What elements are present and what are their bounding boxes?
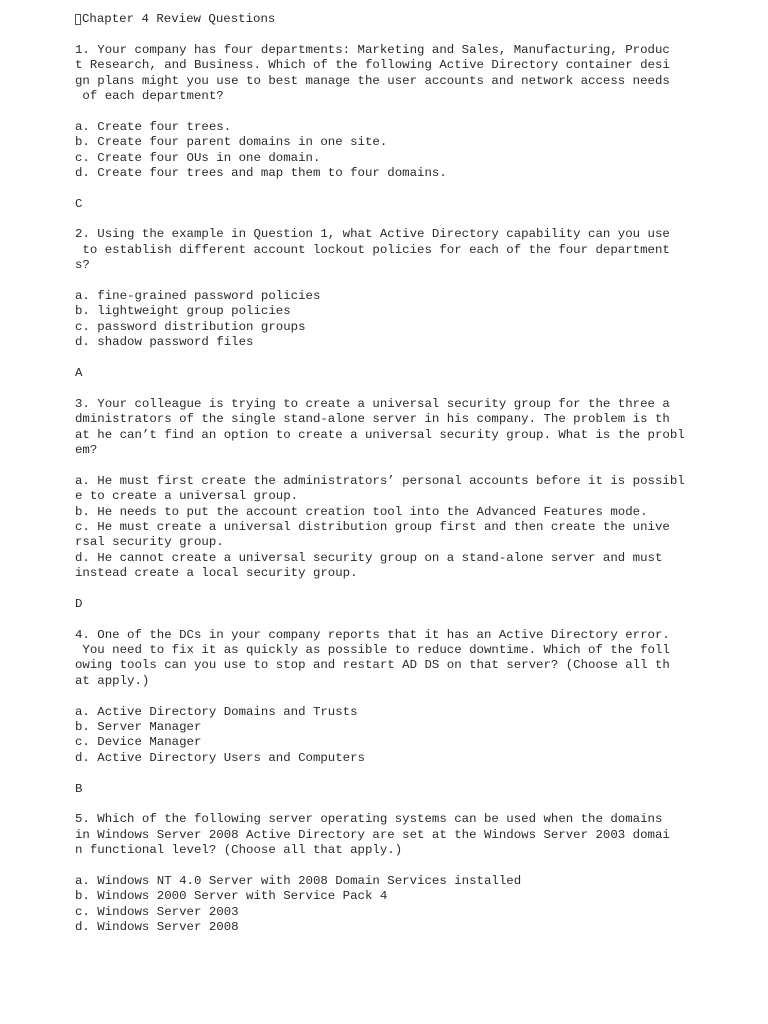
question-text-line: 5. Which of the following server operating systems can be used when the domains — [75, 812, 663, 827]
answer-option: c. He must create a universal distribution group first and then create the unive — [75, 519, 670, 534]
answer-option: rsal security group. — [75, 535, 224, 550]
answer-option: a. Create four trees. — [75, 119, 232, 134]
answer-option: d. He cannot create a universal security group on a stand-alone server and must — [75, 550, 663, 565]
correct-answer: A — [75, 365, 83, 380]
answer-option: b. Create four parent domains in one site. — [75, 135, 388, 150]
question-text-line: to establish different account lockout policies for each of the four department — [75, 242, 670, 257]
question-text-line: dministrators of the single stand-alone server in his company. The problem is th — [75, 412, 670, 427]
answer-option: c. password distribution groups — [75, 319, 306, 334]
question-text-line: s? — [75, 258, 90, 273]
correct-answer: C — [75, 196, 83, 211]
answer-option: c. Device Manager — [75, 735, 202, 750]
answer-option: d. Create four trees and map them to four domains. — [75, 165, 447, 180]
question-text-line: You need to fix it as quickly as possible to reduce downtime. Which of the foll — [75, 643, 670, 658]
answer-option: instead create a local security group. — [75, 566, 358, 581]
question-4 — [75, 628, 695, 813]
answer-option: e to create a universal group. — [75, 489, 299, 504]
answer-option: b. Windows 2000 Server with Service Pack 4 — [75, 889, 388, 904]
answer-option: a. fine-grained password policies — [75, 289, 321, 304]
question-text-line: n functional level? (Choose all that apply.) — [75, 843, 403, 858]
document-body — [75, 12, 695, 935]
answer-option: b. lightweight group policies — [75, 304, 291, 319]
missing-glyph-icon — [75, 14, 81, 25]
question-text-line: at he can’t find an option to create a universal security group. What is the probl — [75, 427, 685, 442]
answer-option: b. Server Manager — [75, 719, 202, 734]
question-text-line: 1. Your company has four departments: Marketing and Sales, Manufacturing, Produc — [75, 42, 670, 57]
question-text-line: 4. One of the DCs in your company reports that it has an Active Directory error. — [75, 627, 670, 642]
answer-option: a. Windows NT 4.0 Server with 2008 Domain Services installed — [75, 873, 522, 888]
question-text-line: em? — [75, 442, 98, 457]
correct-answer: B — [75, 781, 83, 796]
question-3 — [75, 397, 695, 628]
answer-option: c. Windows Server 2003 — [75, 904, 239, 919]
answer-option: a. He must first create the administrators’ personal accounts before it is possibl — [75, 473, 685, 488]
answer-option: c. Create four OUs in one domain. — [75, 150, 321, 165]
answer-option: b. He needs to put the account creation tool into the Advanced Features mode. — [75, 504, 648, 519]
question-text-line: gn plans might you use to best manage the user accounts and network access needs — [75, 73, 670, 88]
question-text-line: 2. Using the example in Question 1, what Active Directory capability can you use — [75, 227, 670, 242]
correct-answer: D — [75, 596, 83, 611]
question-text-line: at apply.) — [75, 673, 150, 688]
question-text-line: in Windows Server 2008 Active Directory are set at the Windows Server 2003 domai — [75, 827, 670, 842]
question-text-line: of each department? — [75, 88, 224, 103]
answer-option: d. Windows Server 2008 — [75, 920, 239, 935]
question-1 — [75, 43, 695, 228]
question-2 — [75, 227, 695, 396]
answer-option: d. Active Directory Users and Computers — [75, 750, 365, 765]
document-title: Chapter 4 Review Questions — [75, 12, 695, 27]
question-text-line: t Research, and Business. Which of the following Active Directory container desi — [75, 58, 670, 73]
answer-option: d. shadow password files — [75, 335, 254, 350]
answer-option: a. Active Directory Domains and Trusts — [75, 704, 358, 719]
question-5 — [75, 812, 695, 935]
question-text-line: owing tools can you use to stop and restart AD DS on that server? (Choose all th — [75, 658, 670, 673]
question-text-line: 3. Your colleague is trying to create a universal security group for the three a — [75, 396, 670, 411]
